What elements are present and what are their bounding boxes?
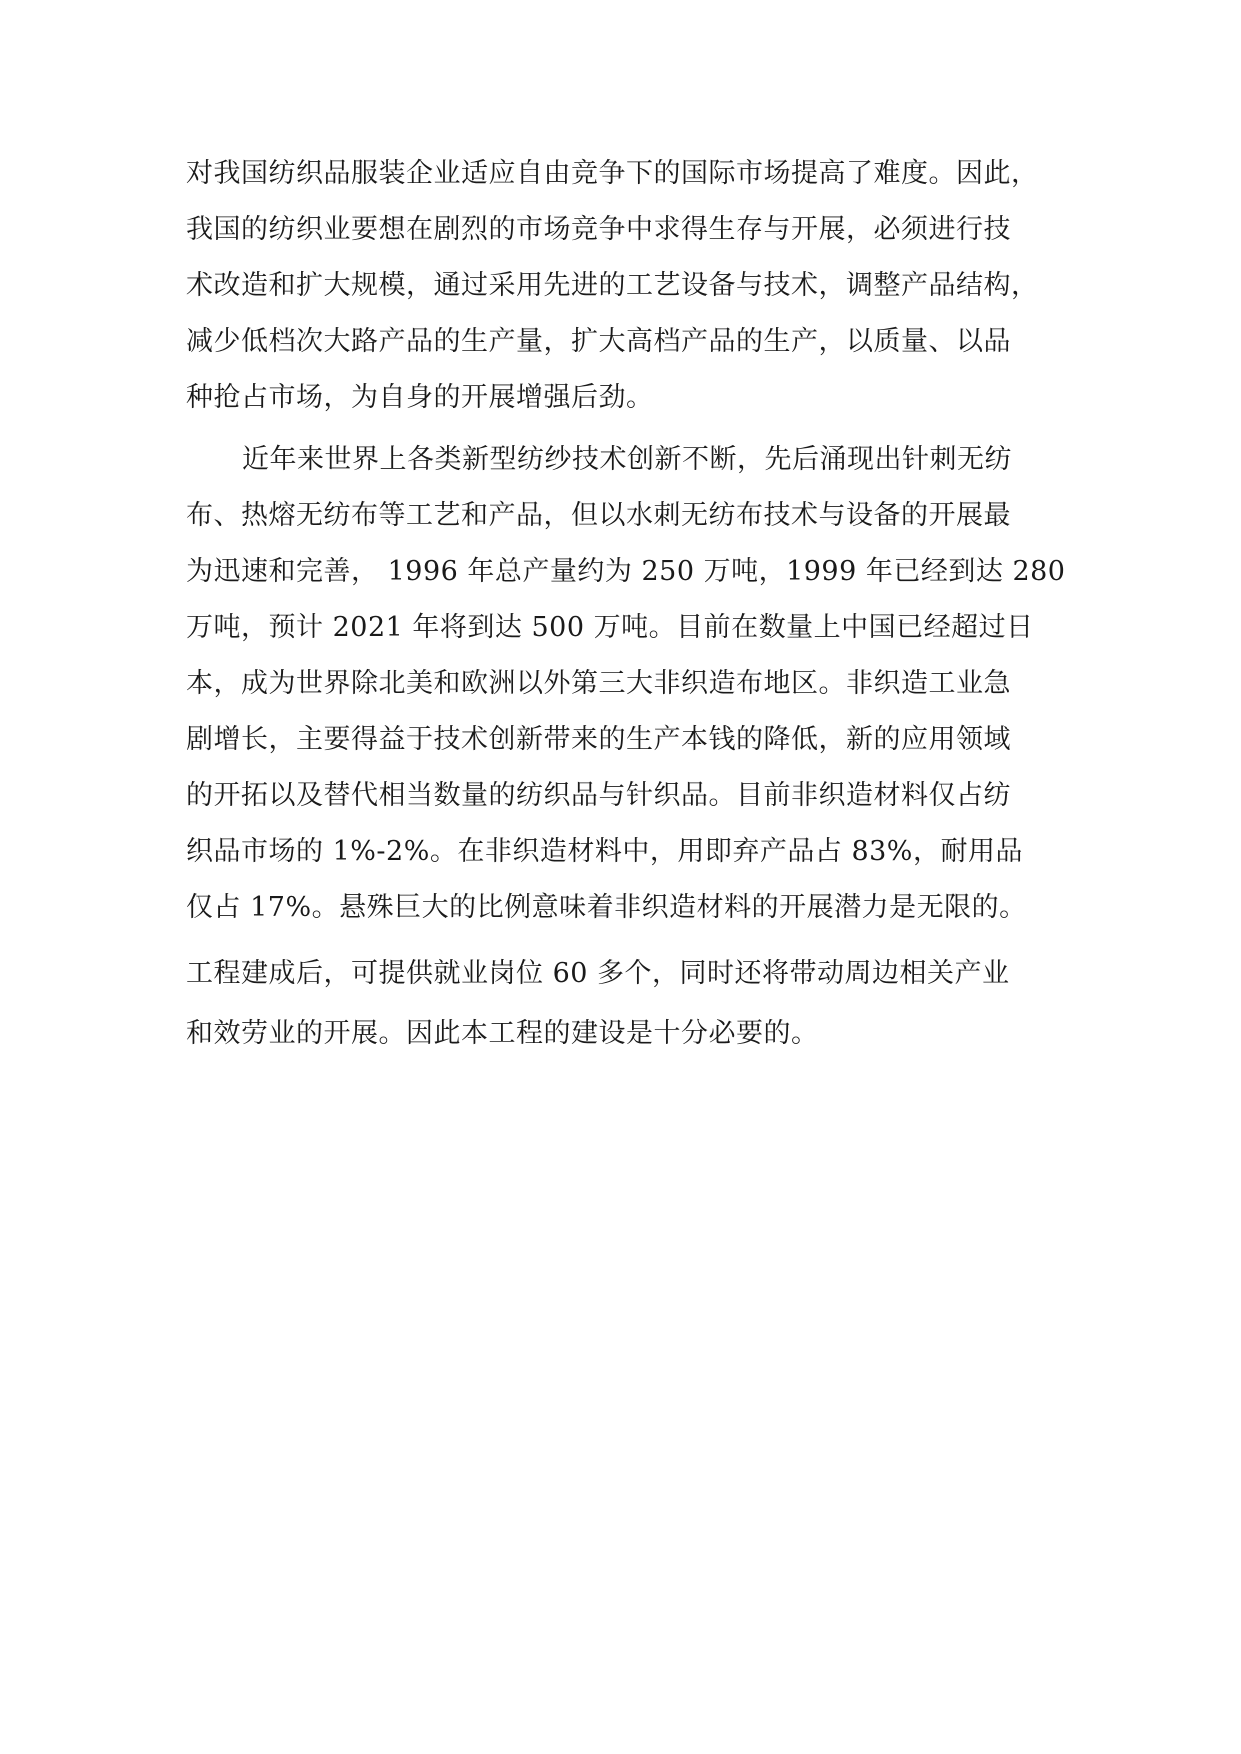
text-line: 和效劳业的开展。因此本工程的建设是十分必要的。 bbox=[186, 1018, 819, 1049]
text-line: 织品市场的 1%-2%。在非织造材料中，用即弃产品占 83%，耐用品 bbox=[186, 836, 1023, 867]
paragraph-project-benefits bbox=[186, 944, 1056, 1064]
text-line: 我国的纺织业要想在剧烈的市场竞争中求得生存与开展，必须进行技 bbox=[186, 214, 1011, 245]
text-line: 近年来世界上各类新型纺纱技术创新不断，先后涌现出针刺无纺 bbox=[242, 444, 1012, 475]
paragraph-nonwoven-development bbox=[186, 432, 1066, 936]
text-line: 剧增长，主要得益于技术创新带来的生产本钱的降低，新的应用领域 bbox=[186, 724, 1011, 755]
text-line: 仅占 17%。悬殊巨大的比例意味着非织造材料的开展潜力是无限的。 bbox=[186, 892, 1027, 923]
text-line: 本，成为世界除北美和欧洲以外第三大非织造布地区。非织造工业急 bbox=[186, 668, 1011, 699]
text-line: 工程建成后，可提供就业岗位 60 多个，同时还将带动周边相关产业 bbox=[186, 958, 1010, 989]
text-line: 种抢占市场，为自身的开展增强后劲。 bbox=[186, 382, 654, 413]
text-line: 对我国纺织品服装企业适应自由竞争下的国际市场提高了难度。因此， bbox=[186, 158, 1039, 189]
text-line: 万吨，预计 2021 年将到达 500 万吨。目前在数量上中国已经超过日 bbox=[186, 612, 1034, 643]
text-line: 术改造和扩大规模，通过采用先进的工艺设备与技术，调整产品结构， bbox=[186, 270, 1039, 301]
text-line: 布、热熔无纺布等工艺和产品，但以水刺无纺布技术与设备的开展最 bbox=[186, 500, 1011, 531]
text-line: 减少低档次大路产品的生产量，扩大高档产品的生产，以质量、以品 bbox=[186, 326, 1011, 357]
text-line: 为迅速和完善， 1996 年总产量约为 250 万吨，1999 年已经到达 280 bbox=[186, 556, 1066, 587]
paragraph-market-difficulty bbox=[186, 146, 1056, 426]
text-line: 的开拓以及替代相当数量的纺织品与针织品。目前非织造材料仅占纺 bbox=[186, 780, 1011, 811]
